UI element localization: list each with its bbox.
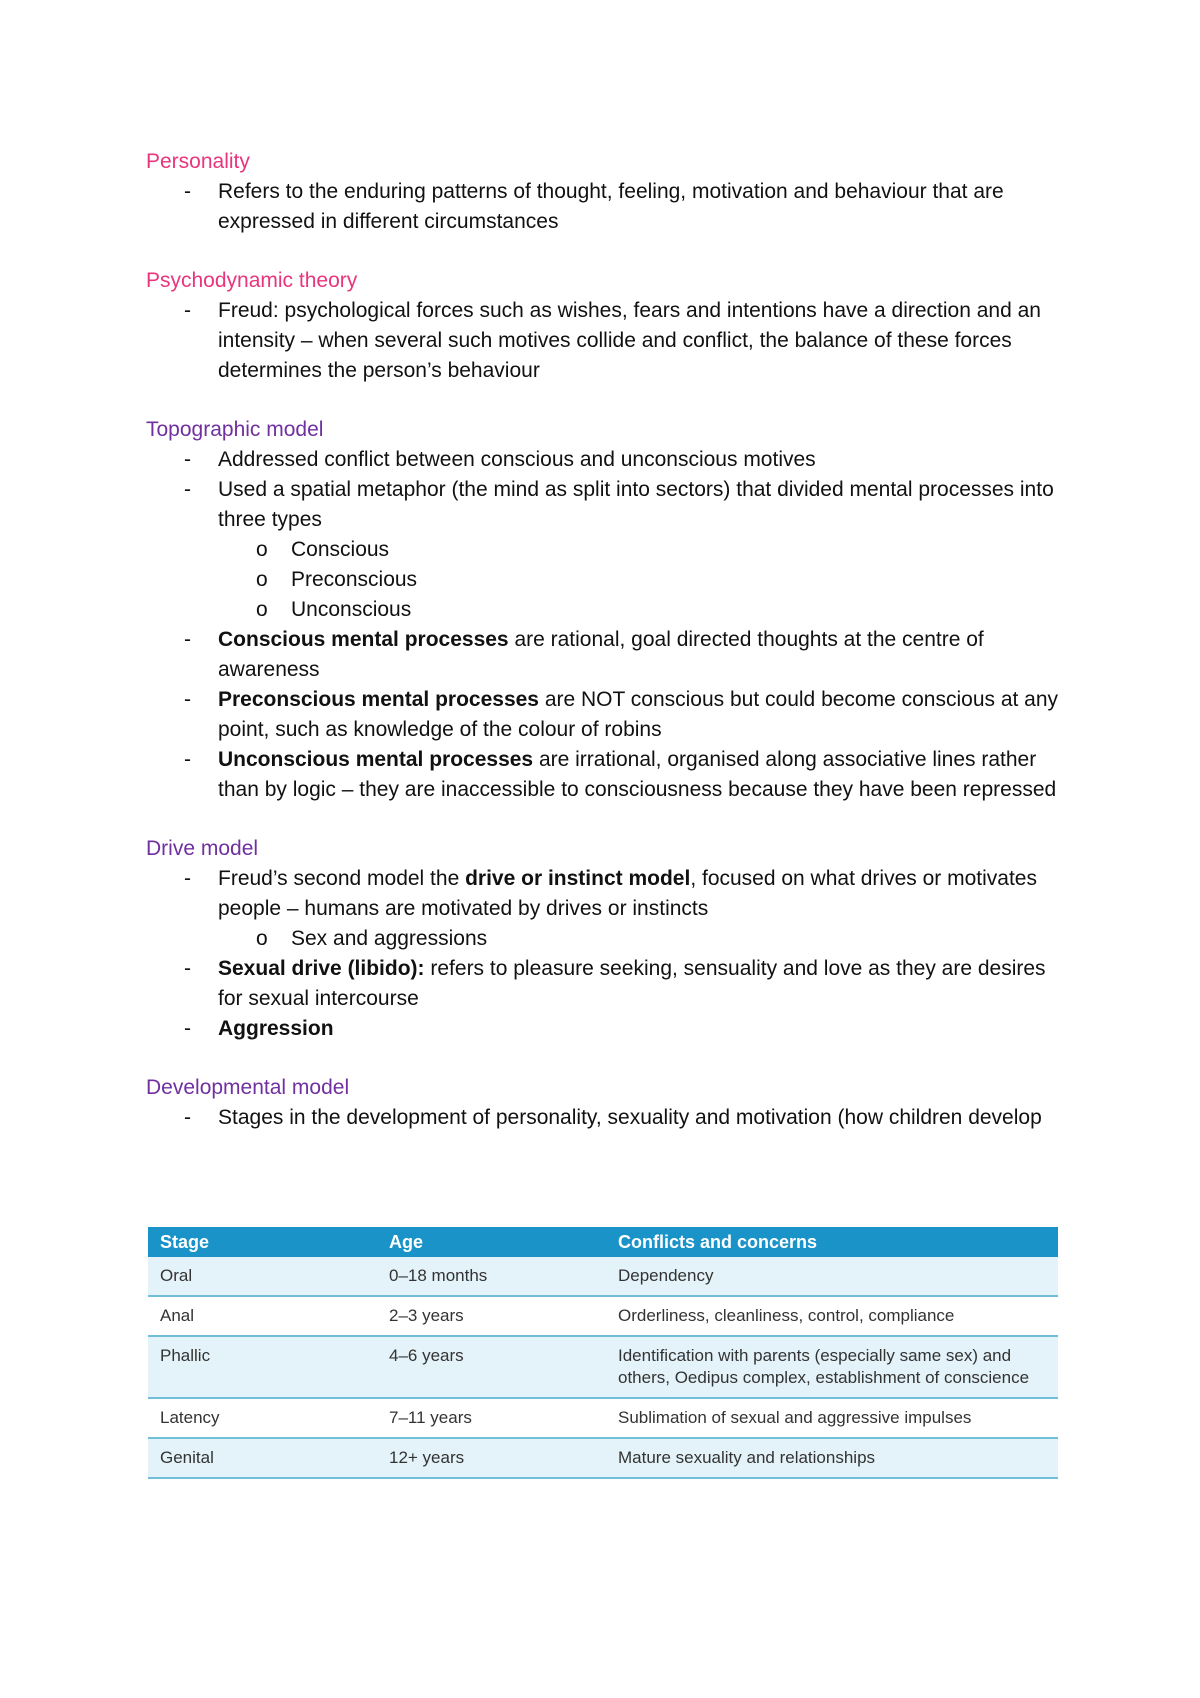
table-row — [148, 1336, 1058, 1398]
circle-bullet-icon: o — [256, 568, 268, 591]
header-conflicts: Conflicts and concerns — [606, 1227, 1058, 1257]
list-item: - Sexual drive (libido): refers to pleasure seeking, sensuality and love as they are desires for sexual intercourse — [184, 957, 1046, 1010]
sub-list-item: o Unconscious — [146, 595, 1066, 625]
table-row — [148, 1398, 1058, 1438]
cell-age: 7–11 years — [377, 1398, 606, 1438]
table-header-row — [148, 1227, 1058, 1257]
table-row — [148, 1438, 1058, 1478]
cell-conflicts: Dependency — [606, 1257, 1058, 1296]
notes-content — [146, 147, 1066, 1162]
heading-developmental: Developmental model — [146, 1076, 350, 1099]
cell-age: 2–3 years — [377, 1296, 606, 1336]
header-age: Age — [377, 1227, 606, 1257]
header-stage: Stage — [148, 1227, 377, 1257]
section-psychodynamic — [146, 266, 1066, 386]
cell-stage: Anal — [148, 1296, 377, 1336]
cell-stage: Phallic — [148, 1336, 377, 1398]
list-item: - Freud: psychological forces such as wishes, fears and intentions have a direction and an intensity – when several such motives collide and conflict, the balance of these forces determines the person’s behaviour — [184, 299, 1041, 382]
list-item: - Aggression — [184, 1017, 334, 1040]
section-drive — [146, 834, 1066, 1044]
cell-conflicts: Sublimation of sexual and aggressive impulses — [606, 1398, 1058, 1438]
list-item: - Stages in the development of personality, sexuality and motivation (how children develop — [184, 1106, 1042, 1129]
list-item: - Addressed conflict between conscious and unconscious motives — [184, 448, 816, 471]
heading-psychodynamic: Psychodynamic theory — [146, 269, 358, 292]
stages-table — [148, 1227, 1058, 1479]
circle-bullet-icon: o — [256, 598, 268, 621]
section-developmental — [146, 1073, 1066, 1133]
cell-conflicts: Identification with parents (especially same sex) and others, Oedipus complex, establishment of conscience — [606, 1336, 1058, 1398]
list-item: - Used a spatial metaphor (the mind as split into sectors) that divided mental processes into three types — [184, 478, 1054, 531]
cell-conflicts: Orderliness, cleanliness, control, compliance — [606, 1296, 1058, 1336]
cell-age: 0–18 months — [377, 1257, 606, 1296]
cell-stage: Genital — [148, 1438, 377, 1478]
list-item: - Preconscious mental processes are NOT conscious but could become conscious at any point, such as knowledge of the colour of robins — [184, 688, 1059, 741]
list-item: - Refers to the enduring patterns of thought, feeling, motivation and behaviour that are expressed in different circumstances — [184, 180, 1004, 233]
section-topographic — [146, 415, 1066, 805]
list-item: - Unconscious mental processes are irrational, organised along associative lines rather than by logic – they are inaccessible to consciousness because they have been repressed — [184, 748, 1057, 801]
section-personality — [146, 147, 1066, 237]
heading-drive: Drive model — [146, 837, 259, 860]
list-item: - Freud’s second model the drive or instinct model, focused on what drives or motivates people – humans are motivated by drives or instincts — [184, 867, 1037, 920]
list-item: - Conscious mental processes are rational, goal directed thoughts at the centre of awareness — [184, 628, 984, 681]
circle-bullet-icon: o — [256, 927, 268, 950]
cell-stage: Oral — [148, 1257, 377, 1296]
sub-list-item: o Conscious — [146, 535, 1066, 565]
cell-age: 4–6 years — [377, 1336, 606, 1398]
cell-age: 12+ years — [377, 1438, 606, 1478]
sub-list-item: o Sex and aggressions — [146, 924, 1066, 954]
table-row — [148, 1296, 1058, 1336]
heading-topographic: Topographic model — [146, 418, 324, 441]
heading-personality: Personality — [146, 150, 250, 173]
table-row — [148, 1257, 1058, 1296]
cell-stage: Latency — [148, 1398, 377, 1438]
sub-list-item: o Preconscious — [146, 565, 1066, 595]
circle-bullet-icon: o — [256, 538, 268, 561]
cell-conflicts: Mature sexuality and relationships — [606, 1438, 1058, 1478]
